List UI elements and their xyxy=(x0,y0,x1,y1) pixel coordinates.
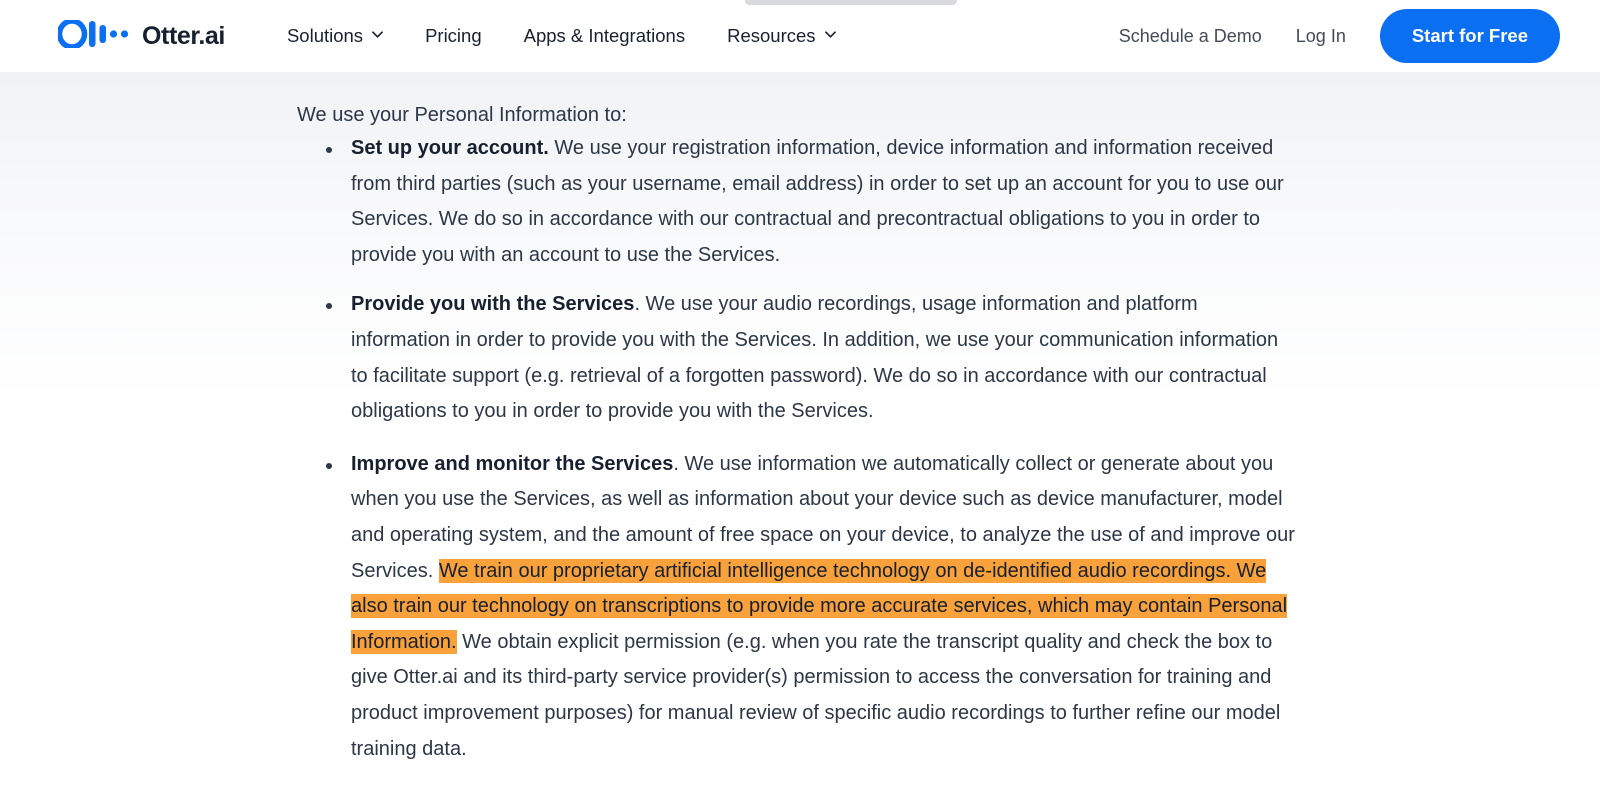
nav-item-label: Resources xyxy=(727,25,816,46)
nav-item-apps-integrations[interactable] xyxy=(524,25,685,47)
page-body xyxy=(0,72,1600,785)
top-navigation-bar xyxy=(0,0,1600,72)
log-in-link[interactable]: Log In xyxy=(1295,25,1346,46)
nav-item-label: Solutions xyxy=(286,25,364,46)
list-item xyxy=(0,287,1600,429)
list-item-body: . We use your audio recordings, usage information and platform information in order to provide you with the Services. In addition, we use your communication information to facilitate support (e.g. retrieval of a forgotten password). We do so in accordance with our contractual obligations to you in order to provide you with the Services. xyxy=(351,293,1279,423)
chevron-down-icon xyxy=(372,29,383,40)
list-item-lead-in: Improve and monitor the Services xyxy=(351,452,674,475)
nav-item-label: Pricing xyxy=(425,25,482,46)
nav-item-pricing[interactable] xyxy=(425,25,482,47)
nav-dropdown-edge xyxy=(745,0,957,5)
list-item-body-before: . We use information we automatically collect or generate about you when you use the Services, as well as information about your device such as device manufacturer, model and operating system, and the amount of free space on your device, to analyze the use of and improve our Services. xyxy=(351,452,1295,582)
nav-item-resources[interactable] xyxy=(727,25,835,47)
nav-item-label: Apps & Integrations xyxy=(523,25,686,46)
otter-logo-icon xyxy=(58,20,130,53)
list-item xyxy=(0,131,1600,273)
nav-links xyxy=(287,25,836,47)
brand-name: Otter.ai xyxy=(142,21,225,50)
nav-right-group xyxy=(1119,9,1600,63)
brand-logo[interactable] xyxy=(58,20,225,53)
schedule-demo-link[interactable]: Schedule a Demo xyxy=(1118,25,1262,46)
nav-item-solutions[interactable] xyxy=(287,25,383,47)
list-item-lead-in: Provide you with the Services xyxy=(351,293,635,316)
list-item-body: We use your registration information, device information and information received from third parties (such as your username, email address) in order to set up an account for you to use our Services. We do so in accordance with our contractual and precontractual obligations to you in order to provide you with an account to use the Services. xyxy=(351,137,1284,266)
privacy-policy-content xyxy=(0,72,1600,767)
chevron-down-icon xyxy=(825,29,836,40)
list-item-body-after: We obtain explicit permission (e.g. when you rate the transcript quality and check the box to give Otter.ai and its third-party service provider(s) permission to access the conversation for training and product improvement purposes) for manual review of specific audio recordings to further refine our model training data. xyxy=(351,630,1281,760)
highlighted-text: We train our proprietary artificial intelligence technology on de-identified audio recordings. We also train our technology on transcriptions to provide more accurate services, which may contain Personal Information. xyxy=(351,559,1288,653)
lead-paragraph: We use your Personal Information to: xyxy=(297,104,627,126)
usage-bullet-list xyxy=(0,131,1600,767)
start-for-free-button[interactable]: Start for Free xyxy=(1380,9,1560,63)
list-item xyxy=(0,447,1600,767)
list-item-lead-in: Set up your account. xyxy=(351,137,549,159)
